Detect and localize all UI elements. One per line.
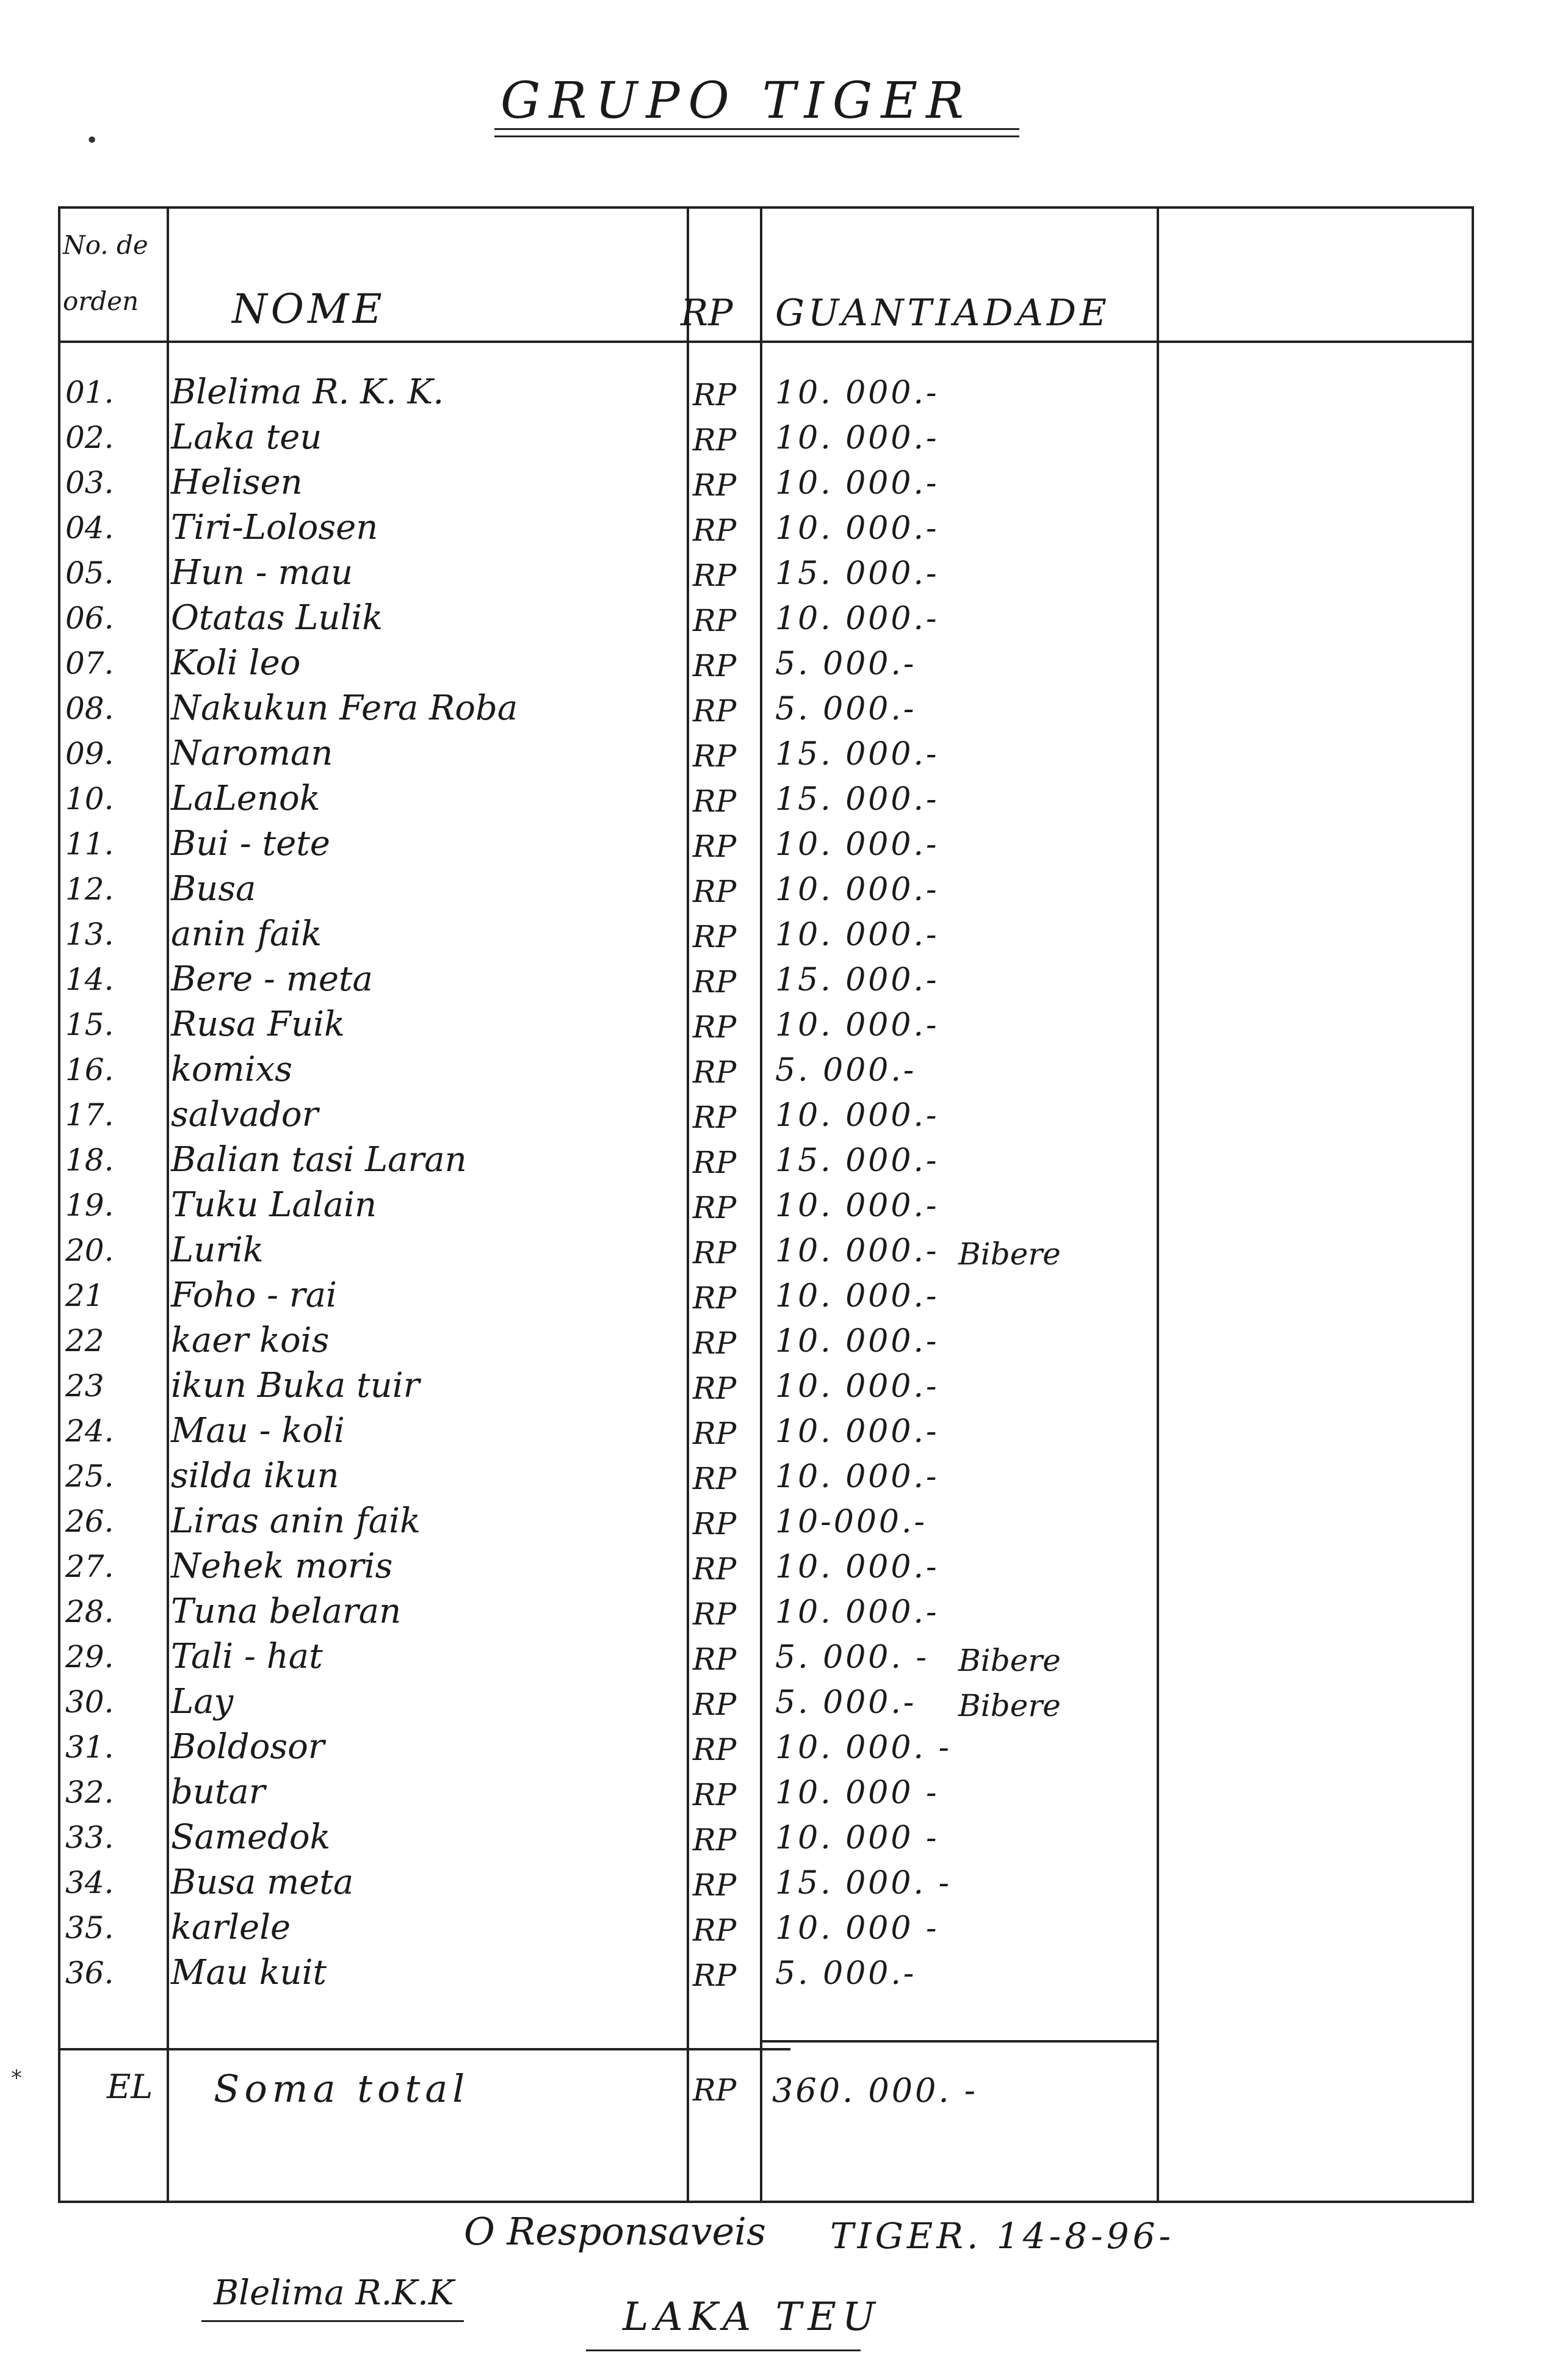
row-currency: RP xyxy=(693,693,737,729)
row-quantity: 10. 000.- xyxy=(775,1188,939,1224)
row-number: 05. xyxy=(65,555,114,591)
row-name: karlele xyxy=(171,1908,291,1947)
row-quantity: 10. 000.- xyxy=(775,1594,939,1631)
row-name: anin faik xyxy=(171,914,322,954)
row-currency: RP xyxy=(693,1100,737,1135)
row-quantity: 5. 000.- xyxy=(775,1684,917,1721)
row-quantity: 10. 000 - xyxy=(775,1820,939,1856)
table-row xyxy=(58,1815,1474,1860)
table-row xyxy=(58,1183,1474,1228)
row-name: Bui - tete xyxy=(171,824,330,864)
row-name: Foho - rai xyxy=(171,1275,337,1315)
row-currency: RP xyxy=(693,467,737,503)
row-name: Tuku Lalain xyxy=(171,1185,377,1225)
row-currency: RP xyxy=(693,829,737,864)
margin-dot: • xyxy=(85,128,99,153)
row-quantity: 15. 000. - xyxy=(775,1865,952,1902)
row-note: Bibere xyxy=(958,1688,1061,1723)
table-row xyxy=(58,686,1474,731)
table-row xyxy=(58,1544,1474,1589)
row-name: Koli leo xyxy=(171,643,301,683)
row-name: Busa xyxy=(171,869,256,909)
table-row xyxy=(58,1725,1474,1770)
row-number: 27. xyxy=(65,1549,114,1584)
row-number: 01. xyxy=(65,375,114,410)
row-name: Laka teu xyxy=(171,417,322,457)
row-quantity: 10. 000. - xyxy=(775,1729,952,1766)
table-row xyxy=(58,821,1474,867)
row-number: 07. xyxy=(65,646,114,681)
table-row xyxy=(58,731,1474,776)
row-currency: RP xyxy=(693,964,737,1000)
total-divider-qty xyxy=(760,2040,1157,2043)
row-currency: RP xyxy=(693,1867,737,1903)
row-quantity: 10. 000.- xyxy=(775,917,939,953)
header-divider xyxy=(58,341,1474,343)
table-row xyxy=(58,370,1474,415)
row-quantity: 10. 000.- xyxy=(775,375,939,411)
table-row xyxy=(58,1002,1474,1047)
row-number: 03. xyxy=(65,465,114,500)
row-name: Rusa Fuik xyxy=(171,1004,345,1044)
row-currency: RP xyxy=(693,1145,737,1180)
title-underline xyxy=(494,128,1019,130)
contribution-table xyxy=(58,206,1474,2203)
row-currency: RP xyxy=(693,1371,737,1406)
row-number: 30. xyxy=(65,1684,114,1720)
row-number: 16. xyxy=(65,1052,114,1087)
row-quantity: 15. 000.- xyxy=(775,555,939,592)
row-currency: RP xyxy=(693,1190,737,1225)
row-name: Tuna belaran xyxy=(171,1592,402,1631)
row-quantity: 10. 000.- xyxy=(775,871,939,908)
row-number: 02. xyxy=(65,420,114,455)
row-currency: RP xyxy=(693,1055,737,1090)
table-row xyxy=(58,1228,1474,1273)
row-number: 21 xyxy=(65,1278,104,1313)
row-number: 09. xyxy=(65,736,114,771)
row-number: 29. xyxy=(65,1639,114,1675)
row-currency: RP xyxy=(693,1642,737,1677)
row-number: 32. xyxy=(65,1775,114,1810)
row-number: 10. xyxy=(65,781,114,817)
row-quantity: 10. 000.- xyxy=(775,826,939,863)
row-currency: RP xyxy=(693,1732,737,1767)
row-quantity: 10. 000.- xyxy=(775,1233,939,1269)
table-row xyxy=(58,1273,1474,1318)
row-number: 20. xyxy=(65,1233,114,1268)
table-row xyxy=(58,1860,1474,1905)
row-name: Otatas Lulik xyxy=(171,598,383,638)
row-currency: RP xyxy=(693,513,737,548)
row-number: 24. xyxy=(65,1413,114,1449)
signature-1-underline xyxy=(201,2320,464,2322)
row-number: 34. xyxy=(65,1865,114,1900)
table-row xyxy=(58,1905,1474,1950)
row-name: Mau kuit xyxy=(171,1953,327,1992)
row-note: Bibere xyxy=(958,1236,1061,1272)
row-currency: RP xyxy=(693,1687,737,1722)
table-row xyxy=(58,1408,1474,1454)
row-quantity: 15. 000.- xyxy=(775,962,939,998)
header-number: No. de orden xyxy=(63,230,148,316)
row-currency: RP xyxy=(693,648,737,683)
row-name: komixs xyxy=(171,1050,292,1089)
row-currency: RP xyxy=(693,1506,737,1542)
row-currency: RP xyxy=(693,1913,737,1948)
row-name: Hun - mau xyxy=(171,553,353,593)
row-quantity: 5. 000. - xyxy=(775,1639,930,1676)
row-number: 04. xyxy=(65,510,114,546)
row-number: 17. xyxy=(65,1097,114,1133)
signature-2: LAKA TEU xyxy=(623,2295,881,2340)
row-quantity: 10. 000.- xyxy=(775,420,939,456)
row-quantity: 15. 000.- xyxy=(775,1142,939,1179)
row-name: LaLenok xyxy=(171,779,320,818)
row-currency: RP xyxy=(693,1551,737,1587)
table-row xyxy=(58,1770,1474,1815)
row-currency: RP xyxy=(693,1958,737,1993)
table-row xyxy=(58,1047,1474,1092)
row-quantity: 5. 000.- xyxy=(775,646,917,682)
table-row xyxy=(58,550,1474,596)
row-currency: RP xyxy=(693,1596,737,1632)
row-number: 28. xyxy=(65,1594,114,1629)
table-row xyxy=(58,912,1474,957)
row-name: silda ikun xyxy=(171,1456,339,1496)
margin-asterisk: * xyxy=(11,2066,22,2091)
row-name: Bere - meta xyxy=(171,959,373,999)
row-name: Tali - hat xyxy=(171,1637,323,1676)
row-currency: RP xyxy=(693,377,737,413)
row-number: 33. xyxy=(65,1820,114,1855)
total-currency: RP xyxy=(693,2072,737,2108)
row-currency: RP xyxy=(693,919,737,954)
row-number: 26. xyxy=(65,1504,114,1539)
place-date: TIGER. 14-8-96- xyxy=(830,2215,1175,2257)
signature-2-underline xyxy=(586,2349,861,2351)
row-number: 15. xyxy=(65,1007,114,1042)
row-number: 31. xyxy=(65,1729,114,1765)
row-quantity: 10. 000 - xyxy=(775,1910,939,1947)
total-amount: 360. 000. - xyxy=(772,2071,978,2110)
responsible-label: O Responsaveis xyxy=(464,2209,766,2254)
row-number: 23 xyxy=(65,1368,104,1404)
row-name: Boldosor xyxy=(171,1727,325,1767)
row-name: ikun Buka tuir xyxy=(171,1366,420,1405)
row-quantity: 10. 000.- xyxy=(775,1413,939,1450)
header-quantity: GUANTIADADE xyxy=(775,292,1110,334)
header-currency: RP xyxy=(681,292,733,334)
row-number: 12. xyxy=(65,871,114,907)
row-number: 19. xyxy=(65,1188,114,1223)
row-name: Samedok xyxy=(171,1817,331,1857)
row-name: Tiri-Lolosen xyxy=(171,508,378,547)
row-quantity: 15. 000.- xyxy=(775,736,939,773)
row-name: Lay xyxy=(171,1682,234,1722)
row-name: Blelima R. K. K. xyxy=(171,372,444,412)
table-row xyxy=(58,596,1474,641)
row-currency: RP xyxy=(693,1416,737,1451)
row-quantity: 10. 000.- xyxy=(775,465,939,502)
table-row xyxy=(58,1318,1474,1363)
table-row xyxy=(58,1092,1474,1138)
total-label: Soma total xyxy=(214,2066,470,2111)
row-quantity: 10. 000.- xyxy=(775,1549,939,1585)
row-quantity: 10. 000.- xyxy=(775,1278,939,1314)
row-name: Lurik xyxy=(171,1230,264,1270)
table-row xyxy=(58,1679,1474,1725)
row-currency: RP xyxy=(693,1009,737,1045)
row-name: Nehek moris xyxy=(171,1546,393,1586)
row-quantity: 5. 000.- xyxy=(775,1052,917,1089)
row-number: 18. xyxy=(65,1142,114,1178)
table-row xyxy=(58,1634,1474,1679)
row-quantity: 10-000.- xyxy=(775,1504,928,1540)
row-currency: RP xyxy=(693,738,737,774)
table-row xyxy=(58,957,1474,1002)
row-name: Balian tasi Laran xyxy=(171,1140,467,1180)
row-note: Bibere xyxy=(958,1643,1061,1678)
row-number: 36. xyxy=(65,1955,114,1991)
row-name: Mau - koli xyxy=(171,1411,345,1451)
title-underline-2 xyxy=(494,135,1019,137)
row-currency: RP xyxy=(693,603,737,638)
row-name: Nakukun Fera Roba xyxy=(171,688,518,728)
row-quantity: 10. 000.- xyxy=(775,600,939,637)
row-number: 14. xyxy=(65,962,114,997)
row-name: Helisen xyxy=(171,463,303,502)
document-title: GRUPO TIGER xyxy=(500,72,973,130)
row-currency: RP xyxy=(693,784,737,819)
row-currency: RP xyxy=(693,874,737,909)
row-quantity: 10. 000.- xyxy=(775,1323,939,1360)
table-row xyxy=(58,1363,1474,1408)
row-name: kaer kois xyxy=(171,1321,330,1360)
row-number: 08. xyxy=(65,691,114,726)
row-currency: RP xyxy=(693,1325,737,1361)
table-row xyxy=(58,641,1474,686)
row-quantity: 10. 000 - xyxy=(775,1775,939,1811)
row-quantity: 10. 000.- xyxy=(775,1007,939,1044)
table-row xyxy=(58,1950,1474,1996)
table-row xyxy=(58,460,1474,505)
table-row xyxy=(58,1454,1474,1499)
row-number: 13. xyxy=(65,917,114,952)
row-quantity: 15. 000.- xyxy=(775,781,939,818)
row-name: Naroman xyxy=(171,734,333,773)
row-name: salvador xyxy=(171,1095,319,1134)
header-name: NOME xyxy=(232,286,386,333)
table-row xyxy=(58,776,1474,821)
total-divider xyxy=(58,2048,790,2050)
row-currency: RP xyxy=(693,1235,737,1271)
table-row xyxy=(58,1138,1474,1183)
row-number: 22 xyxy=(65,1323,104,1358)
row-quantity: 10. 000.- xyxy=(775,510,939,547)
row-number: 35. xyxy=(65,1910,114,1945)
row-quantity: 10. 000.- xyxy=(775,1097,939,1134)
table-row xyxy=(58,505,1474,550)
table-row xyxy=(58,867,1474,912)
row-quantity: 5. 000.- xyxy=(775,691,917,727)
row-currency: RP xyxy=(693,422,737,458)
row-name: Liras anin faik xyxy=(171,1501,421,1541)
row-currency: RP xyxy=(693,1822,737,1858)
table-row xyxy=(58,415,1474,460)
total-row xyxy=(58,2055,1474,2129)
row-quantity: 10. 000.- xyxy=(775,1368,939,1405)
total-number: EL xyxy=(107,2068,153,2106)
table-row xyxy=(58,1499,1474,1544)
table-row xyxy=(58,1589,1474,1634)
signature-1: Blelima R.K.K xyxy=(214,2273,454,2313)
row-currency: RP xyxy=(693,1777,737,1812)
row-quantity: 5. 000.- xyxy=(775,1955,917,1992)
row-number: 25. xyxy=(65,1459,114,1494)
row-name: butar xyxy=(171,1772,266,1812)
row-number: 06. xyxy=(65,600,114,636)
row-number: 11. xyxy=(65,826,114,862)
row-name: Busa meta xyxy=(171,1863,354,1902)
row-quantity: 10. 000.- xyxy=(775,1459,939,1495)
row-currency: RP xyxy=(693,1280,737,1316)
row-currency: RP xyxy=(693,1461,737,1496)
row-currency: RP xyxy=(693,558,737,593)
